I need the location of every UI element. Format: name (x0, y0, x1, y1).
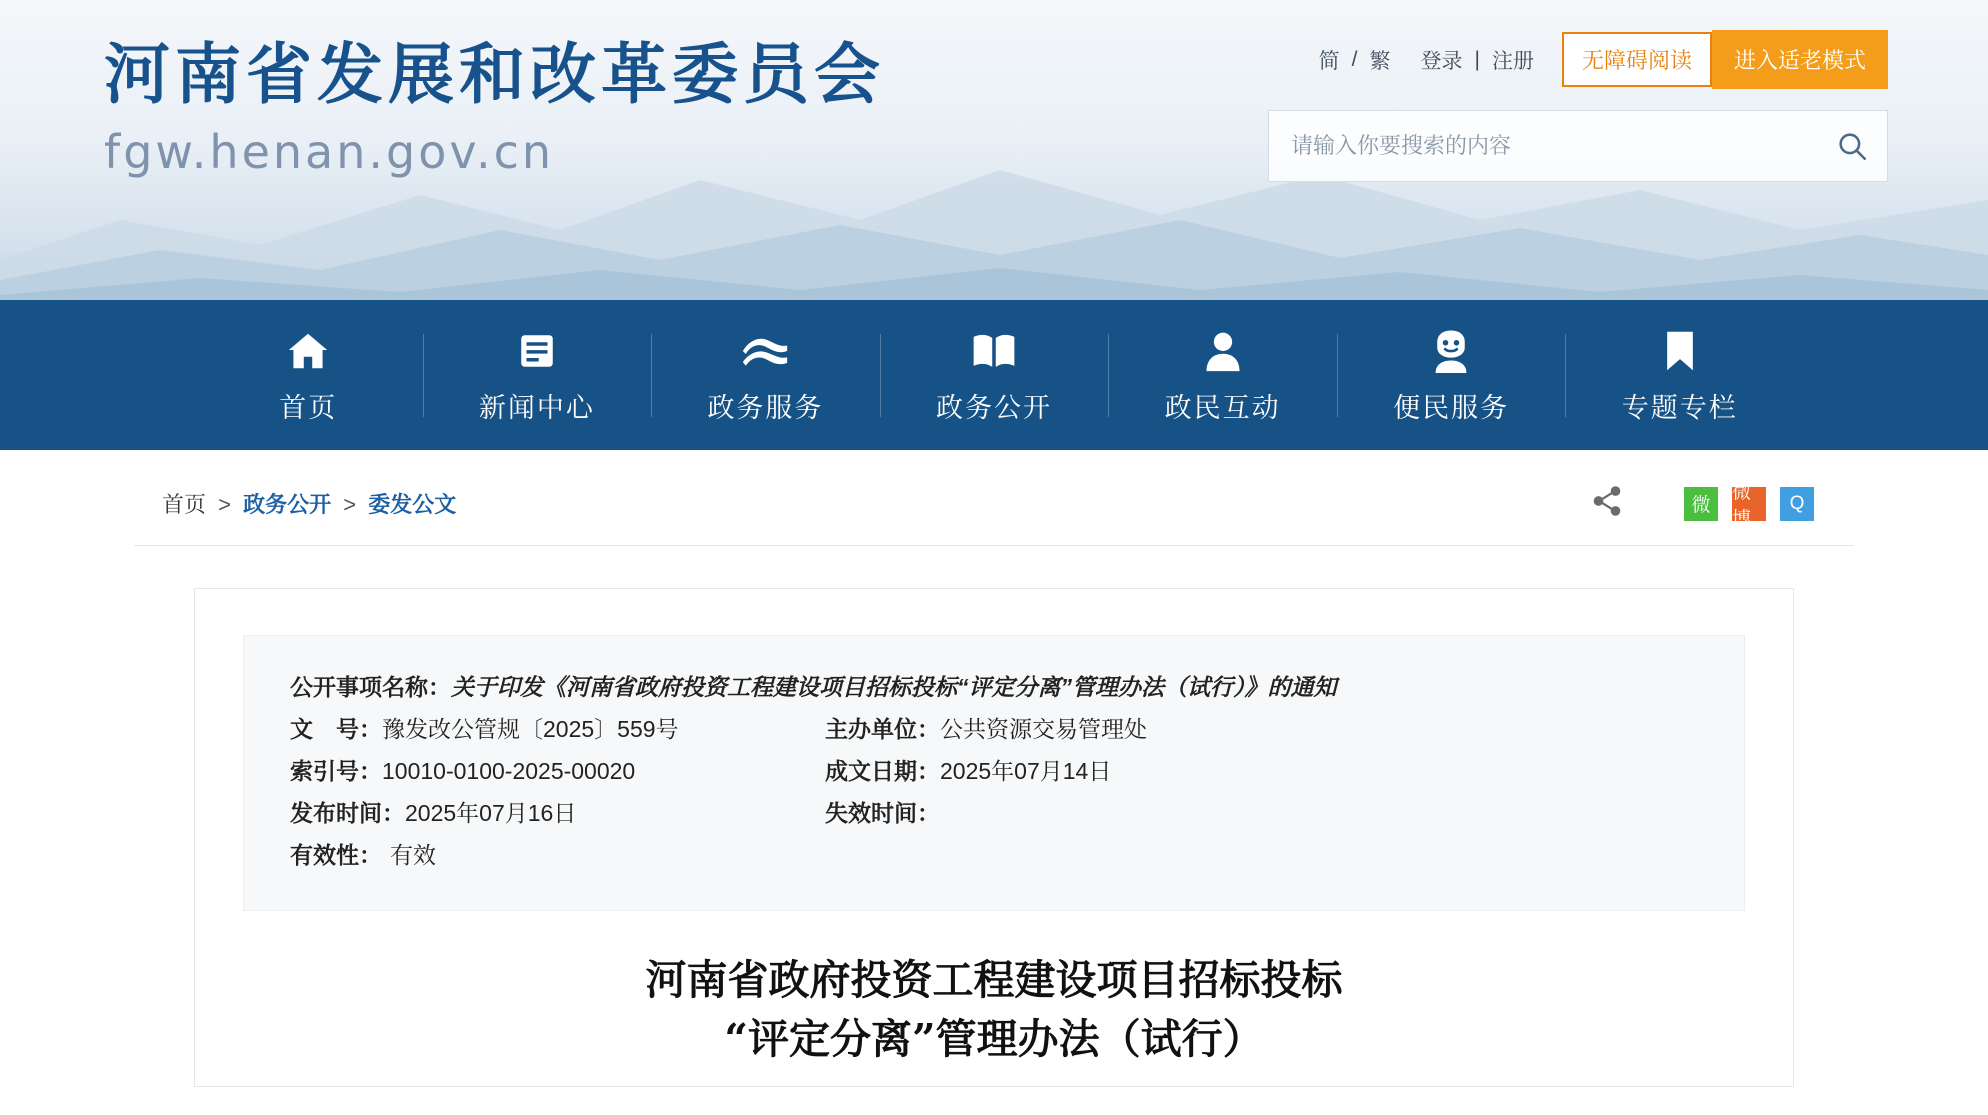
search-input[interactable] (1269, 133, 1817, 159)
person-icon (1202, 326, 1244, 376)
nav-item-interaction[interactable] (1108, 318, 1337, 433)
lang-traditional-link[interactable]: 繁 (1369, 49, 1391, 73)
nav-label-convenience: 便民服务 (1393, 392, 1510, 423)
share-nodes-icon[interactable] (1590, 484, 1624, 523)
lang-separator: / (1351, 47, 1358, 71)
meta-cell-docno (290, 708, 825, 750)
meta-cell-index (290, 750, 825, 792)
breadcrumb (162, 488, 456, 519)
utility-divider: | (1474, 47, 1480, 71)
meta-label-publish-date: 发布时间： (290, 800, 405, 826)
meta-cell-finish-date (825, 750, 1698, 792)
nav-item-gov-service[interactable] (651, 318, 880, 433)
breadcrumb-home[interactable]: 首页 (162, 492, 207, 517)
site-url: fgw.henan.gov.cn (104, 124, 555, 179)
meta-row-index (290, 750, 1698, 792)
nav-label-news: 新闻中心 (478, 392, 595, 423)
main-navigation (0, 300, 1988, 450)
nav-item-convenience[interactable] (1337, 318, 1566, 433)
nav-item-gov-open[interactable] (880, 318, 1109, 433)
nav-label-home: 首页 (279, 392, 338, 423)
breadcrumb-section (134, 450, 1854, 546)
search-box[interactable] (1268, 110, 1888, 182)
meta-row-name (290, 666, 1698, 708)
meta-value-host: 公共资源交易管理处 (940, 716, 1147, 742)
header-utility-bar (1313, 30, 1888, 89)
login-link[interactable]: 登录 (1420, 49, 1463, 73)
nav-item-special-topics[interactable] (1565, 318, 1794, 433)
meta-label-validity: 有效性： (290, 842, 382, 868)
smile-person-icon (1429, 326, 1473, 376)
meta-label-expire-date: 失效时间： (825, 800, 940, 826)
home-icon (285, 326, 331, 376)
nav-label-interaction: 政民互动 (1164, 392, 1281, 423)
meta-label-docno: 文 号： (290, 716, 382, 742)
meta-cell-publish-date (290, 792, 825, 834)
meta-label-index: 索引号： (290, 758, 382, 784)
meta-value-publish-date: 2025年07月16日 (405, 800, 577, 826)
nav-label-gov-service: 政务服务 (707, 392, 824, 423)
nav-label-special-topics: 专题专栏 (1621, 392, 1738, 423)
meta-cell-expire-date (825, 792, 1698, 834)
nav-label-gov-open: 政务公开 (936, 392, 1053, 423)
register-link[interactable]: 注册 (1491, 49, 1534, 73)
article-card (194, 588, 1794, 1087)
breadcrumb-level3[interactable]: 委发公文 (368, 492, 457, 517)
page-title (243, 951, 1745, 1086)
search-icon (1835, 129, 1869, 163)
nav-item-home[interactable] (194, 318, 423, 433)
site-title: 河南省发展和改革委员会 (104, 36, 885, 113)
meta-cell-host (825, 708, 1698, 750)
meta-label-name: 公开事项名称： (290, 674, 451, 700)
breadcrumb-separator-1: > (218, 492, 231, 517)
site-banner (0, 0, 1988, 300)
meta-label-host: 主办单位： (825, 716, 940, 742)
nav-item-news[interactable] (423, 318, 652, 433)
news-icon (516, 326, 558, 376)
site-logo[interactable] (104, 34, 885, 179)
service-hands-icon (741, 326, 789, 376)
meta-label-finish-date: 成文日期： (825, 758, 940, 784)
elder-mode-button[interactable]: 进入适老模式 (1712, 30, 1888, 89)
lang-simplified-link[interactable]: 简 (1318, 49, 1340, 73)
share-weibo-icon[interactable]: 微博 (1732, 487, 1766, 521)
bookmark-icon (1660, 326, 1700, 376)
doc-title-line2: “评定分离”管理办法（试行） (724, 1015, 1264, 1064)
meta-value-docno: 豫发改公管规〔2025〕559号 (382, 716, 679, 742)
meta-value-name: 关于印发《河南省政府投资工程建设项目招标投标“评定分离”管理办法（试行）》的通知 (451, 674, 1337, 700)
meta-row-docno (290, 708, 1698, 750)
breadcrumb-separator-2: > (343, 492, 357, 517)
breadcrumb-level2[interactable]: 政务公开 (243, 492, 332, 517)
share-wechat-icon[interactable]: 微 (1684, 487, 1718, 521)
meta-row-publish (290, 792, 1698, 834)
share-qq-icon[interactable]: Q (1780, 487, 1814, 521)
search-button[interactable] (1817, 111, 1887, 181)
share-bar (1590, 481, 1814, 530)
language-links (1313, 45, 1540, 75)
meta-row-validity (290, 834, 1698, 876)
open-book-icon (971, 326, 1017, 376)
doc-title-line1: 河南省政府投资工程建设项目招标投标 (645, 956, 1343, 1004)
meta-value-finish-date: 2025年07月14日 (940, 758, 1112, 784)
accessible-reading-button[interactable]: 无障碍阅读 (1562, 32, 1712, 87)
document-metadata (243, 635, 1745, 911)
meta-value-index: 10010-0100-2025-00020 (382, 758, 636, 784)
meta-value-validity: 有效 (390, 842, 436, 868)
